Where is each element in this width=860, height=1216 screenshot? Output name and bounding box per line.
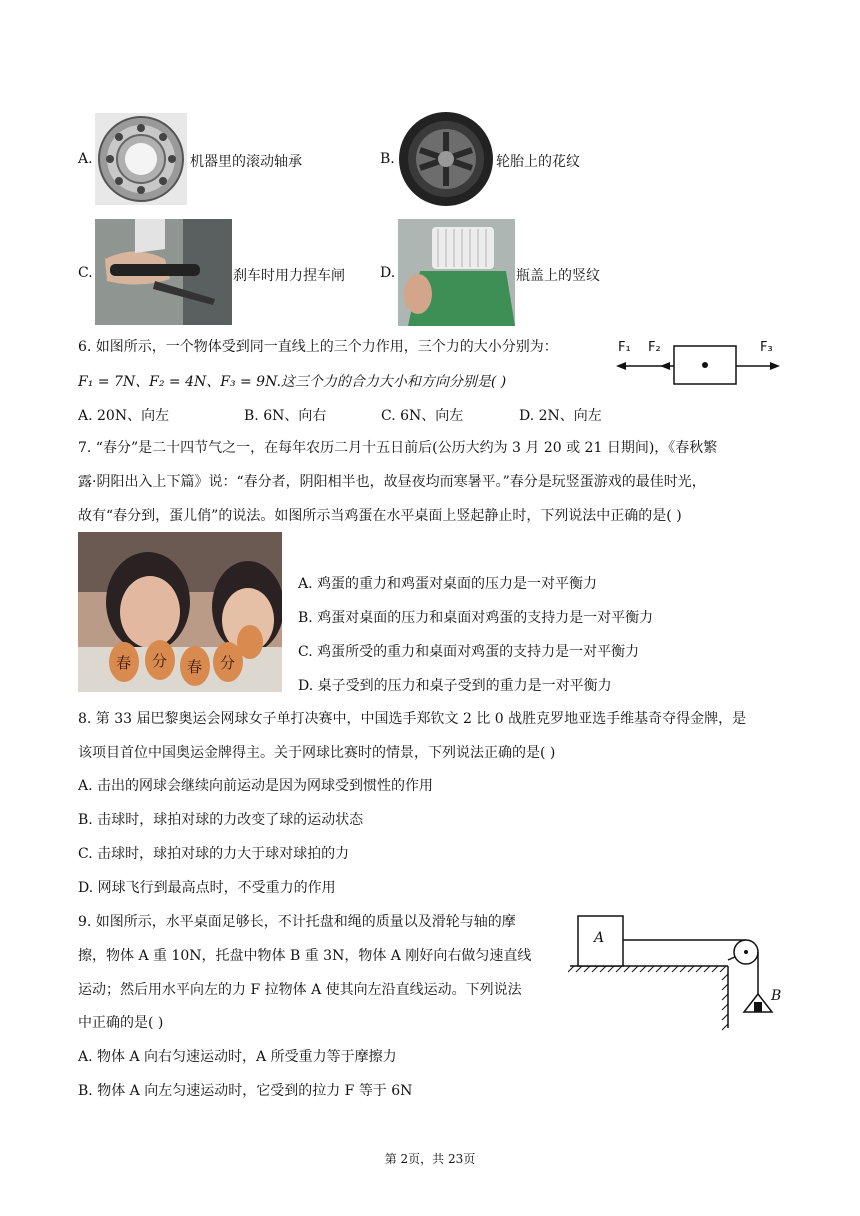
q7-stem-line2: 露·阴阳出入上下篇》说：“春分者，阴阳相半也，故昼夜均而寒暑平。”春分是玩竖蛋游戏的最佳时光， (78, 474, 706, 490)
q6-option-c: C. 6N、向左 (381, 408, 464, 424)
block-b-label: B (771, 988, 782, 1004)
q5-option-a-text: 机器里的滚动轴承 (190, 154, 302, 170)
egg-char-4: 分 (220, 654, 236, 672)
tire-image (398, 110, 494, 208)
q9-option-a: A. 物体 A 向右匀速运动时，A 所受重力等于摩擦力 (78, 1049, 397, 1065)
q6-stem-line2: F₁ = 7N、F₂ = 4N、F₃ = 9N.这三个力的合力大小和方向分别是( ) (78, 374, 507, 390)
q5-option-d-text: 瓶盖上的竖纹 (516, 268, 600, 284)
q7-stem-line1: 7. “春分”是二十四节气之一，在每年农历二月十五日前后(公历大约为 3 月 20 或 21 日期间)，《春秋繁 (78, 440, 718, 456)
q7-option-b: B. 鸡蛋对桌面的压力和桌面对鸡蛋的支持力是一对平衡力 (298, 610, 654, 626)
force-f1-label: F₁ (618, 340, 631, 355)
q7-option-c: C. 鸡蛋所受的重力和桌面对鸡蛋的支持力是一对平衡力 (298, 644, 640, 660)
bearing-image (95, 113, 187, 205)
q5-option-a-label: A. (78, 151, 93, 167)
q9-stem-line3: 运动；然后用水平向左的力 F 拉物体 A 使其向左沿直线运动。下列说法 (78, 982, 522, 998)
q8-stem-line2: 该项目首位中国奥运金牌得主。关于网球比赛时的情景，下列说法正确的是( ) (78, 745, 556, 761)
q8-option-b: B. 击球时，球拍对球的力改变了球的运动状态 (78, 812, 364, 828)
q8-option-c: C. 击球时，球拍对球的力大于球对球拍的力 (78, 846, 350, 862)
q8-stem-line1: 8. 第 33 届巴黎奥运会网球女子单打决赛中，中国选手郑钦文 2 比 0 战胜克罗地亚选手维基奇夺得金牌，是 (78, 711, 747, 727)
q9-stem-line2: 擦，物体 A 重 10N，托盘中物体 B 重 3N，物体 A 刚好向右做匀速直线 (78, 948, 532, 964)
egg-char-3: 春 (187, 658, 203, 676)
q7-stem-line3: 故有“春分到，蛋儿俏”的说法。如图所示当鸡蛋在水平桌面上竖起静止时，下列说法中正确的是( ) (78, 508, 682, 524)
q9-stem-line4: 中正确的是( ) (78, 1015, 164, 1031)
q9-stem-line1: 9. 如图所示，水平桌面足够长，不计托盘和绳的质量以及滑轮与轴的摩 (78, 914, 516, 930)
q6-force-diagram (612, 338, 784, 388)
block-a-label: A (594, 930, 605, 946)
egg-char-1: 春 (116, 654, 132, 672)
force-f3-label: F₃ (760, 340, 773, 355)
q5-option-b-label: B. (380, 151, 395, 167)
q9-pulley-diagram (568, 910, 786, 1032)
q5-option-d-label: D. (380, 265, 396, 281)
q5-option-b-text: 轮胎上的花纹 (496, 154, 580, 170)
force-f2-label: F₂ (648, 340, 661, 355)
q6-option-d: D. 2N、向左 (519, 408, 602, 424)
egg-standing-photo (78, 532, 282, 692)
q6-option-a: A. 20N、向左 (78, 408, 170, 424)
q7-option-a: A. 鸡蛋的重力和鸡蛋对桌面的压力是一对平衡力 (298, 576, 598, 592)
q6-option-b: B. 6N、向右 (244, 408, 327, 424)
bottle-cap-image (398, 219, 515, 326)
q5-option-c-label: C. (78, 265, 93, 281)
q6-stem-line1: 6. 如图所示，一个物体受到同一直线上的三个力作用，三个力的大小分别为： (78, 339, 558, 355)
q8-option-a: A. 击出的网球会继续向前运动是因为网球受到惯性的作用 (78, 778, 434, 794)
page-footer: 第 2页，共 23页 (384, 1152, 476, 1166)
q8-option-d: D. 网球飞行到最高点时，不受重力的作用 (78, 880, 336, 896)
bike-brake-image (95, 219, 232, 325)
egg-char-2: 分 (152, 652, 168, 670)
q5-option-c-text: 刹车时用力捏车闸 (233, 268, 345, 284)
q9-option-b: B. 物体 A 向左匀速运动时，它受到的拉力 F 等于 6N (78, 1083, 413, 1099)
q7-option-d: D. 桌子受到的压力和桌子受到的重力是一对平衡力 (298, 678, 612, 694)
